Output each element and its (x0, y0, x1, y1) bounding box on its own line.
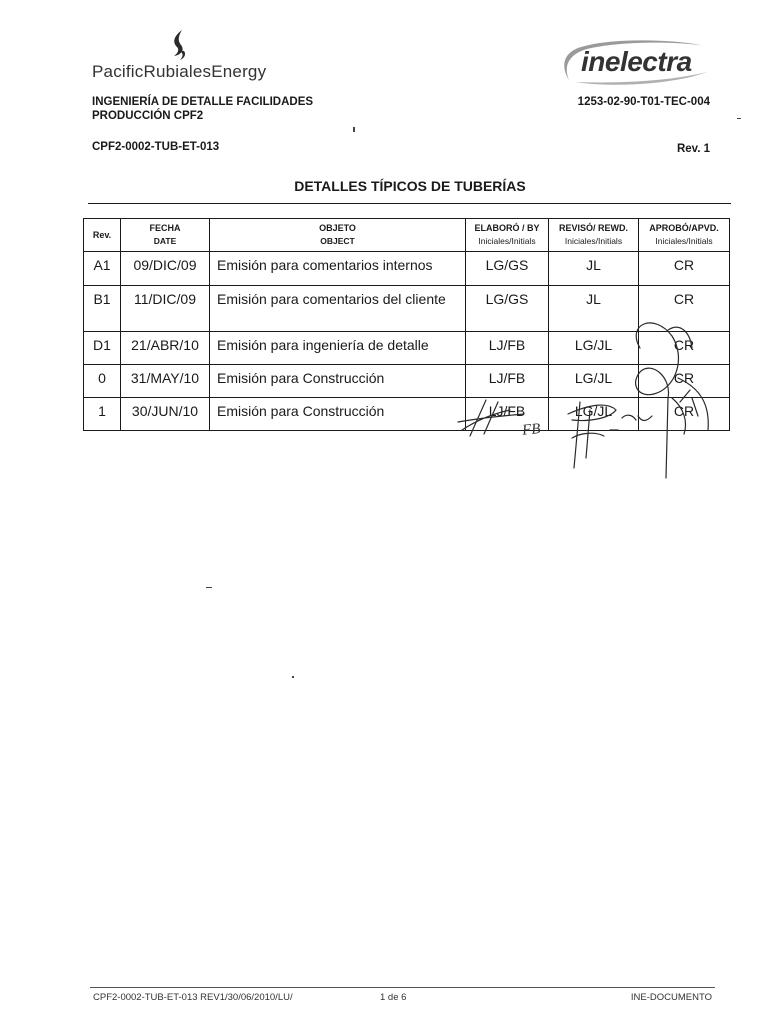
footer-document-type: INE-DOCUMENTO (630, 992, 712, 1003)
cell-date: 09/DIC/09 (121, 252, 210, 286)
cell-approved-by: CR (639, 332, 730, 365)
cell-object: Emisión para Construcción (210, 398, 466, 431)
cell-prepared-by: LJ/FB (466, 398, 549, 431)
inelectra-logo (555, 38, 715, 88)
cell-date: 21/ABR/10 (121, 332, 210, 365)
scan-speck (737, 118, 741, 119)
cell-prepared-by: LJ/FB (466, 365, 549, 398)
revision-table (83, 218, 730, 431)
cell-reviewed-by: JL (549, 252, 639, 286)
cell-object: Emisión para ingeniería de detalle (210, 332, 466, 365)
cell-approved-by: CR (639, 398, 730, 431)
cell-rev: 0 (84, 365, 121, 398)
cell-date: 11/DIC/09 (121, 286, 210, 332)
header-approved-by: APROBÓ/APVD. Iniciales/Initials (639, 219, 730, 252)
cell-reviewed-by: LG/JL (549, 332, 639, 365)
signature-initials: FB (521, 420, 542, 439)
project-title-line2: PRODUCCIÓN CPF2 (92, 110, 204, 122)
revision-table-header (84, 219, 730, 252)
header-rev: Rev. (84, 219, 121, 252)
revision-label: Rev. 1 (676, 143, 710, 155)
client-logo-text: PacificRubialesEnergy (92, 62, 267, 81)
cell-prepared-by: LJ/FB (466, 332, 549, 365)
cell-date: 31/MAY/10 (121, 365, 210, 398)
table-row (84, 286, 730, 332)
cell-object: Emisión para comentarios internos (210, 252, 466, 286)
cell-approved-by: CR (639, 252, 730, 286)
project-title-line1: INGENIERÍA DE DETALLE FACILIDADES (92, 96, 314, 108)
cell-object: Emisión para comentarios del cliente (210, 286, 466, 332)
cell-object: Emisión para Construcción (210, 365, 466, 398)
cell-date: 30/JUN/10 (121, 398, 210, 431)
document-title: DETALLES TÍPICOS DE TUBERÍAS (294, 178, 526, 194)
title-divider (88, 203, 731, 204)
cell-rev: A1 (84, 252, 121, 286)
scan-speck (353, 127, 355, 132)
cell-rev: 1 (84, 398, 121, 431)
cell-reviewed-by: LG/JL (549, 398, 639, 431)
cell-approved-by: CR (639, 365, 730, 398)
cell-prepared-by: LG/GS (466, 286, 549, 332)
cell-prepared-by: LG/GS (466, 252, 549, 286)
table-row (84, 332, 730, 365)
table-row (84, 398, 730, 431)
cell-rev: D1 (84, 332, 121, 365)
table-row (84, 365, 730, 398)
contractor-logo-text: inelectra (581, 46, 692, 77)
cell-reviewed-by: JL (549, 286, 639, 332)
header-date: FECHA DATE (121, 219, 210, 252)
header-reviewed-by: REVISÓ/ REWD. Iniciales/Initials (549, 219, 639, 252)
scan-speck (292, 676, 294, 678)
scan-speck (206, 587, 212, 588)
cell-approved-by: CR (639, 286, 730, 332)
header-prepared-by: ELABORÓ / BY Iniciales/Initials (466, 219, 549, 252)
header-object: OBJETO OBJECT (210, 219, 466, 252)
footer-divider (90, 987, 715, 988)
table-row (84, 252, 730, 286)
document-code: CPF2-0002-TUB-ET-013 (92, 141, 220, 153)
footer-page-number: 1 de 6 (380, 992, 407, 1003)
footer-file-reference: CPF2-0002-TUB-ET-013 REV1/30/06/2010/LU/ (93, 992, 293, 1003)
flame-icon (168, 28, 190, 62)
cell-reviewed-by: LG/JL (549, 365, 639, 398)
document-number: 1253-02-90-T01-TEC-004 (577, 96, 710, 108)
cell-rev: B1 (84, 286, 121, 332)
